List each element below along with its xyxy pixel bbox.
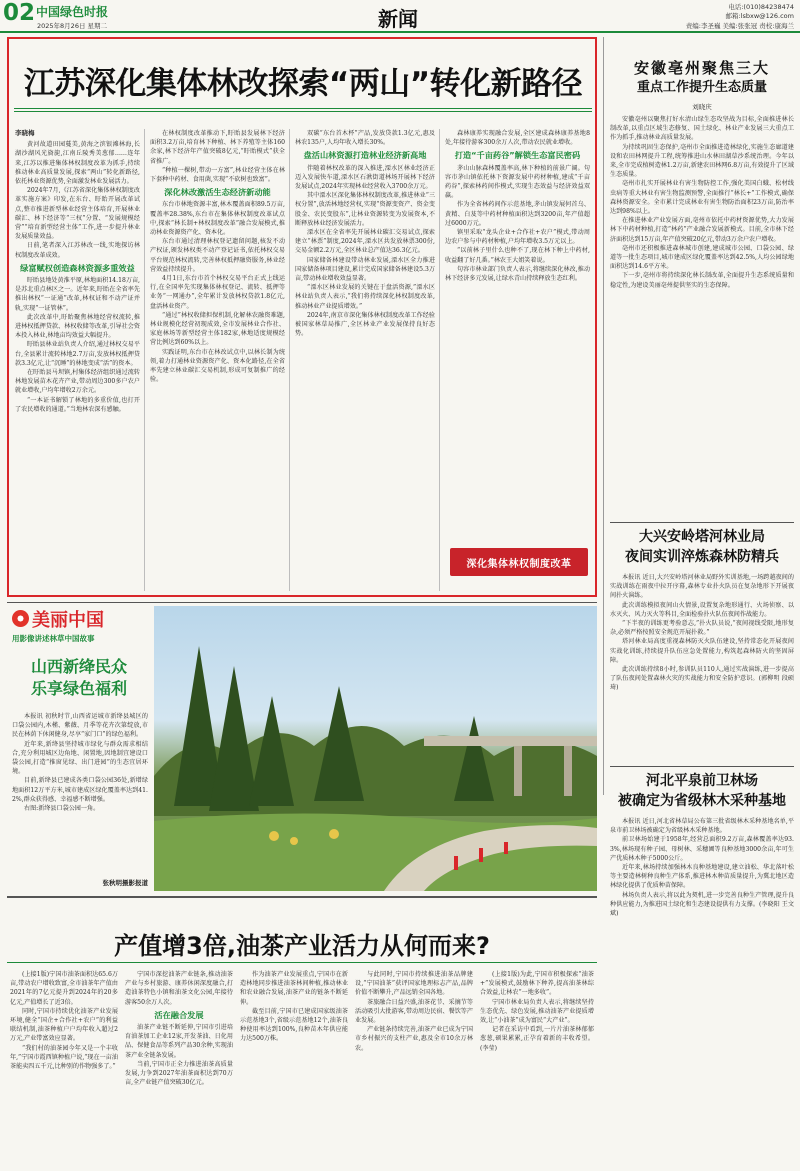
article-paragraph: “下半夜的训练更考验意志,”扑火队员说,“夜间视线受限,地形复杂,必须严格按照安全规范开展扑救。” bbox=[610, 620, 794, 637]
right-article-3 bbox=[610, 771, 794, 979]
lead-paragraph: “溧水区林业发展的关键在于盘活资源,”溧水区林业站负责人表示,“我们将持续深化林权制度改革,推动林业产业提质增效。” bbox=[295, 284, 435, 310]
bottom-column-3 bbox=[240, 970, 348, 1166]
lead-paragraph: “一本证书解锁了林地的多重价值,也打开了农民增收的通道。”当地林农深有感触。 bbox=[15, 396, 140, 413]
feature-title bbox=[10, 656, 148, 700]
right-separator bbox=[610, 766, 794, 767]
bottom-headline: 产值增3倍,油茶产业活力从何而来? bbox=[114, 932, 490, 960]
right-article-3-body bbox=[610, 817, 794, 979]
weekday: 星期二 bbox=[87, 22, 108, 30]
contact-phone: 电话:(010)84238474 bbox=[728, 3, 794, 11]
lead-column-3 bbox=[295, 129, 435, 591]
title-line: 大兴安岭塔河林业局 bbox=[639, 529, 765, 545]
bottom-paragraph: 油茶产业链不断延伸,宁国市引进培育油茶加工企业12家,开发茶油、日化用品、保健食品等系列产品30余种,实现油茶产业全链条发展。 bbox=[125, 1024, 233, 1059]
park-photo bbox=[154, 606, 597, 891]
right-article-1 bbox=[610, 58, 794, 553]
feature-paragraph: 本报讯 初秋时节,山西省运城市新绛县城区的口袋公园内,木槿、紫薇、月季等花卉次第绽放,市民在林荫下休闲健身,尽享“家门口”的绿色福利。 bbox=[12, 713, 148, 739]
lead-paragraph: 溧水区在全省率先开展林业碳汇交易试点,探索建立“林票”制度,2024年,溧水区共发放林票300份,交易金额2.2万元,全区林业总产值达36.3亿元。 bbox=[295, 229, 435, 255]
bottom-paragraph: 宁国市深挖油茶产业链条,推动油茶产业与乡村旅游、康养休闲深度融合,打造油茶特色小镇和油茶文化公园,年接待游客50余万人次。 bbox=[125, 971, 233, 1006]
lead-paragraph: 双碳“东台首木杯”产品,发放贷款1.3亿元,惠及林农135户,人均年收入增长30%。 bbox=[295, 130, 435, 147]
right-article-1-title bbox=[610, 58, 794, 98]
date: 2025年8月26日 bbox=[37, 22, 86, 30]
editors-line: 责编:李圣巍 美编:张张冠 责校:康海兰 bbox=[685, 22, 794, 30]
lead-paragraph: 此次改革中,盱眙聚焦林地经营权流转,推进林权抵押贷款、林权收储等改革,引导社会资本投入林业,林地亩均效益大幅提升。 bbox=[15, 313, 140, 340]
right-article-2 bbox=[610, 527, 794, 765]
article-paragraph: 下一步,亳州市将持续深化林长制改革,全面提升生态系统质量和稳定性,为建设美丽亳州提供坚实的生态保障。 bbox=[610, 272, 794, 289]
bottom-column-2 bbox=[125, 970, 233, 1166]
reform-stamp-banner bbox=[450, 548, 588, 576]
feature-body bbox=[12, 712, 148, 875]
bottom-paragraph: 同时,宁国市持续优化油茶产业发展环境,健全“国企+合作社+农户”的利益联结机制,油茶种植户户均年收入超过2万元,产业带富效应显著。 bbox=[10, 1007, 118, 1043]
lead-paragraph: “种植一棵树,带动一方富”,林业经营主体在林下套种中药材、食用菌,实现“不砍树也致富”。 bbox=[150, 166, 285, 184]
issue-date bbox=[37, 21, 107, 30]
lead-paragraph: 句容市林业部门负责人表示,将继续深化林改,推动林下经济多元发展,让绿水青山持续释放生态红利。 bbox=[445, 265, 590, 283]
lead-paragraph: 在林权制度改革推动下,盱眙县发展林下经济面积3.2万亩,培育林下种植、林下养殖等主体160余家,林下经济年产值突破8亿元,“盱眙模式”获全省推广。 bbox=[150, 130, 285, 165]
right-separator bbox=[610, 522, 794, 523]
title-line: 安徽亳州聚焦三大 bbox=[633, 59, 770, 77]
right-article-1-byline: 刘晓庆 bbox=[692, 103, 712, 111]
bottom-paragraph: 宁国市林业局负责人表示,将继续坚持生态优先、绿色发展,推动油茶产业提质增效,让“小油茶”成为富民“大产业”。 bbox=[480, 998, 594, 1025]
lead-headline: 江苏深化集体林改探索“两山”转化新路径 bbox=[23, 66, 583, 102]
lead-paragraph: 茅山山脉森林覆盖率高,林下种植的前景广阔。句容市茅山镇依托林下资源发展中药材种植,建成“千亩药谷”,探索林药间作模式,实现生态效益与经济效益双赢。 bbox=[445, 164, 590, 200]
bottom-paragraph: 截至目前,宁国市已建成国家级油茶示范基地3个,省级示范基地12个,油茶良种使用率达到100%,良种苗木年供应能力达500万株。 bbox=[240, 1007, 348, 1043]
lead-paragraph: 盱眙县林业站负责人介绍,通过林权交易平台,全县累计流转林地2.7万亩,发放林权抵押贷款3.3亿元,让“沉睡”的林地变成“活”的资本。 bbox=[15, 341, 140, 367]
right-column-divider bbox=[603, 37, 604, 795]
title-line: 重点工作提升生态质量 bbox=[636, 80, 767, 95]
article-paragraph: 林场负责人表示,将以此为契机,进一步完善良种生产管理,提升良种供应能力,为推进国土绿化和生态建设提供有力支撑。(李晓阳 王文斌) bbox=[610, 891, 794, 918]
article-paragraph: 亳州市还积极推进森林城市创建,建成城市公园、口袋公园、绿道等一批生态项目,城市建成区绿化覆盖率达到42.5%,人均公园绿地面积达到14.6平方米。 bbox=[610, 244, 794, 271]
beautiful-china-badge bbox=[10, 606, 150, 651]
article-paragraph: 在推进林业产业发展方面,亳州市依托中药材资源优势,大力发展林下中药材种植,打造“林药”产业融合发展新模式。目前,全市林下经济面积达到15万亩,年产值突破20亿元,带动3万余户农户增收。 bbox=[610, 217, 794, 243]
bottom-paragraph: 当前,宁国市正全力推进油茶高质量发展,力争到2027年油茶面积达到70万亩,全产业链产值突破30亿元。 bbox=[125, 1060, 233, 1087]
lead-paragraph: 镇里采取“龙头企业+合作社+农户”模式,带动周边农户参与中药材种植,户均年增收3.5万元以上。 bbox=[445, 229, 590, 246]
article-paragraph: 本报讯 近日,大兴安岭塔河林业局野外实训基地,一场跨越夜间的实战训练在雨夜中拉开序幕,森林专业扑火队员在复杂地形下开展夜间扑火演练。 bbox=[610, 574, 794, 600]
lead-paragraph: “以前林子里什么也种不了,现在林下种上中药材,收益翻了好几番。”林农王大姐笑着说。 bbox=[445, 247, 590, 264]
lead-paragraph: 黄河故道田园蔓美,黄海之滨银滩林海,长湖沙湖风光旖旎,江南丘陵秀美葱郁……连年来,江苏以推进集体林权制度改革为抓手,持续推动林业高质量发展,探索“两山”转化新路径,依托林业资源优势,全面激发林业发展活力。 bbox=[15, 141, 140, 186]
masthead bbox=[0, 0, 800, 32]
feature-paragraph: 右图:新绛县口袋公园一角。 bbox=[24, 805, 100, 813]
bottom-headline-rule bbox=[7, 962, 597, 963]
lead-paragraph: 4月1日,东台市首个林权交易平台正式上线运行,在全国率先实现集体林权登记、流转、抵押等业务“一网通办”,全年累计发放林权贷款1.8亿元,盘活林业资产。 bbox=[150, 275, 285, 310]
bottom-separator bbox=[7, 896, 597, 898]
lead-column-2 bbox=[150, 129, 285, 591]
lead-subhead-3: 盘活山林资源打造林业经济新高地 bbox=[303, 150, 427, 161]
right-article-1-body bbox=[610, 115, 794, 553]
lead-subhead-2: 深化林改激活生态经济新动能 bbox=[164, 187, 271, 198]
park-scene bbox=[154, 606, 597, 891]
flower-icon bbox=[12, 610, 29, 627]
feature-paragraph: 目前,新绛县已建成各类口袋公园36处,新增绿地面积12万平方米,城市建成区绿化覆盖率达到41.2%,群众获得感、幸福感不断增强。 bbox=[12, 777, 148, 803]
bottom-paragraph: 产业链条持续完善,油茶产业已成为宁国市乡村振兴的支柱产业,惠及全市10余万林农。 bbox=[355, 1026, 473, 1052]
article-paragraph: 塔河林业局高度重视森林防灭火队伍建设,坚持常态化开展夜间实战化训练,持续提升队伍应急处置能力,构筑起森林防火的坚固屏障。 bbox=[610, 638, 794, 664]
lead-subhead-4: 打造“千亩药谷”解锁生态富民密码 bbox=[454, 150, 581, 161]
bottom-subhead: 活在融合发展 bbox=[154, 1009, 204, 1020]
lead-paragraph: 作为全省林药间作示范基地,茅山镇发展何首乌、黄精、白芨等中药材种植面积达到3200亩,年产值超过6000万元。 bbox=[445, 201, 590, 227]
title-line: 夜间实训淬炼森林防精兵 bbox=[625, 549, 779, 565]
lead-paragraph: 伴随着林权改革的深入推进,溧水区林业经济正迈入发展快车道,溧水区石湫街道林场开展林下经济发展试点,2024年实现林业经营收入3700余万元。 bbox=[295, 164, 435, 191]
lead-paragraph: 实践证明,东台市在林改试点中,以林长制为统领,着力打通林业资源资产化、资本化路径,在全省率先建立林业碳汇交易机制,形成可复制推广的经验。 bbox=[150, 348, 285, 384]
lead-paragraph: 国家储备林建设带动林业发展,溧水区全力推进国家储备林项目建设,累计完成国家储备林建设5.3万亩,带动林业增收效益显著。 bbox=[295, 256, 435, 283]
page-number: 02 bbox=[3, 0, 36, 26]
right-article-3-title bbox=[610, 771, 794, 811]
column-divider bbox=[289, 129, 290, 591]
badge-subtitle: 用影像讲述林草中国故事 bbox=[12, 634, 95, 643]
lead-rule bbox=[14, 108, 592, 109]
lead-paragraph: 在盱眙县马坝镇,村集体经济组织通过流转林地发展苗木花卉产业,带动周边300多户农户就业增收,户均年增收2万余元。 bbox=[15, 369, 140, 395]
title-line: 乐享绿色福利 bbox=[30, 679, 127, 698]
lead-paragraph: 2024年7月,《江苏省深化集体林权制度改革实施方案》印发,在东台、盱眙开展改革试点,整市推进新型林业经营主体培育,开展林业碳汇、林下经济等“三权”分置、“发展规模经营”“培育新型经营主体”工作,进一步提升林业发展质量效益。 bbox=[15, 187, 140, 241]
article-paragraph: 为持续巩固生态保护,亳州市全面推进造林绿化,实施生态廊道建设和农田林网提升工程,统筹推进山水林田湖草沙系统治理。今年以来,全市完成植树造林1.2万亩,新建农田林网6.8万亩,有效提升了区域生态质量。 bbox=[610, 143, 794, 179]
paper-name: 中国绿色时报 bbox=[36, 5, 109, 19]
bottom-paragraph: (上接1版)为此,宁国市积极探索“油茶+”发展模式,鼓励林下种养,提高油茶林综合效益,让林农“一地多收”。 bbox=[480, 971, 594, 997]
lead-paragraph: 其中溧水区深化集体林权制度改革,推进林业“三权分置”,放活林地经营权,实现“资源变资产、资金变股金、农民变股东”,让林业资源转变为发展资本,不断释放林业经济发展活力。 bbox=[295, 192, 435, 227]
article-paragraph: 本报讯 近日,河北省林草局公布第三批省级林木采种基地名单,平泉市前卫林场被确定为省级林木采种基地。 bbox=[610, 818, 794, 835]
article-paragraph: 近年来,林场持续加强林木良种基地建设,建立油松、华北落叶松等主要造林树种良种生产体系,推进林木种苗质量提升,为冀北地区造林绿化提供了优质种苗保障。 bbox=[610, 864, 794, 890]
bottom-paragraph: 记者在采访中看到,一片片油茶林郁郁葱葱,硕果累累,正孕育着新的丰收希望。(李莹) bbox=[480, 1026, 594, 1052]
lead-rule-2 bbox=[14, 111, 592, 112]
lead-paragraph: “通过”林权收储担保机制,化解林农融资难题,林业规模化经营初现成效,全市发展林业合作社、家庭林场等新型经营主体182家,林地适度规模经营比例达到60%以上。 bbox=[150, 311, 285, 347]
lead-paragraph: 森林康养实现融合发展,全区建成森林康养基地8处,年接待游客300余万人次,带动农民就业增收。 bbox=[445, 130, 590, 147]
title-line: 河北平泉前卫林场 bbox=[646, 773, 758, 789]
feature-separator bbox=[7, 602, 597, 603]
lead-paragraph: 东台市通过清理林权登记遗留问题,核发不动产权证,颁发林权类不动产登记证书,依托林权交易平台规范林权流转,完善林权抵押融资服务,林业经营效益持续提升。 bbox=[150, 238, 285, 273]
right-article-2-body bbox=[610, 573, 794, 765]
photo-credit: 张秋明摄影报道 bbox=[102, 879, 148, 887]
bottom-column-5 bbox=[480, 970, 594, 1166]
bottom-column-4 bbox=[355, 970, 473, 1166]
article-paragraph: 亳州市扎实开展林业有害生物防控工作,强化美国白蛾、松材线虫病等重大林业有害生物监测预警,全面推行“林长+”工作模式,确保森林资源安全。全市累计完成林业有害生物防治面积23万亩,防治率达到98%以上。 bbox=[610, 180, 794, 216]
title-line: 被确定为省级林木采种基地 bbox=[618, 793, 786, 809]
bottom-paragraph: “我们村的油茶园今年又是一个丰收年,”宁国市霞西镇种植户说,“现在一亩油茶能卖四五千元,比种别的作物强多了。” bbox=[10, 1044, 118, 1071]
lead-paragraph: 日前,笔者深入江苏林改一线,实地探访林权制度改革成效。 bbox=[15, 242, 140, 259]
title-line: 山西新绛民众 bbox=[30, 657, 127, 676]
right-article-2-title bbox=[610, 527, 794, 567]
badge-title: 美丽中国 bbox=[32, 610, 104, 631]
lead-paragraph: 盱眙县地处黄淮平原,林地面积14.18万亩,是苏北重点林区之一。近年来,盱眙在全省率先推出林权“一证通”改革,林权证和不动产证并轨,实现“一证管林”。 bbox=[15, 277, 140, 312]
section-title: 新闻 bbox=[378, 7, 418, 31]
contact-email: 邮箱:lsbxw@126.com bbox=[725, 12, 794, 20]
header-rule bbox=[0, 31, 800, 33]
article-paragraph: 此次训练模拟夜间山火情景,设置复杂地形通行、火场侦察、以水灭火、风力灭火等科目,全面检验扑火队伍夜间作战能力。 bbox=[610, 601, 794, 618]
column-divider bbox=[144, 129, 145, 591]
lead-byline: 李晓梅 bbox=[15, 129, 35, 137]
lead-subhead-1: 绿富赋权创造森林资源多重效益 bbox=[20, 262, 135, 273]
lead-paragraph: 东台市林地资源丰富,林木覆盖面积89.5万亩,覆盖率28.38%,东台市在集体林权制度改革试点中,探索“林长制+林权制度改革”融合发展模式,推动林业资源资产化、资本化。 bbox=[150, 201, 285, 237]
article-paragraph: 此次训练持续8小时,参训队员110人,通过实战演练,进一步提高了队伍夜间处置森林火灾的实战能力和安全防护意识。(郭柳明 段硕琦) bbox=[610, 666, 794, 692]
column-divider bbox=[439, 129, 440, 591]
article-paragraph: 安徽亳州以聚焦打好水清山绿生态攻坚战为目标,全面推进林长制改革,以重点区域生态修复、国土绿化、林业产业发展三大重点工作为抓手,推动林业高质量发展。 bbox=[610, 116, 794, 142]
lead-paragraph: 2024年,南京市深化集体林权制度改革工作经验被国家林草局推广,全区林业产业发展保持良好态势。 bbox=[295, 311, 435, 338]
article-paragraph: 前卫林场始建于1958年,经营总面积9.2万亩,森林覆盖率达93.3%,林场现有种子园、母树林、采穗圃等良种基地3000余亩,年可生产优质林木种子5000公斤。 bbox=[610, 836, 794, 862]
feature-paragraph: 近年来,新绛县坚持城市绿化与群众需求相结合,充分利用城区边角地、闲置地,因地制宜建设口袋公园,打造“推窗见绿、出门进园”的生态宜居环境。 bbox=[12, 740, 148, 776]
bottom-paragraph: 与此同时,宁国市持续推进油茶品牌建设,“宁国油茶”获评国家地理标志产品,品牌价值不断攀升,产品远销全国各地。 bbox=[355, 971, 473, 997]
bottom-paragraph: 作为油茶产业发展重点,宁国市在新造林地同步推进油茶林间种植,推动林业和农业融合发展,油茶产业的链条不断延伸。 bbox=[240, 971, 348, 1006]
lead-column-1 bbox=[15, 129, 140, 591]
bottom-paragraph: (上接1版)宁国市油茶面积达65.6万亩,带动农户增收致富,全市油茶年产值由2021年的7亿元提升到2024年的20多亿元,产值增长了近3倍。 bbox=[10, 971, 118, 1006]
lead-column-4 bbox=[445, 129, 590, 539]
bottom-paragraph: 茶旅融合日益兴盛,油茶花节、采摘节等活动吸引大批游客,带动周边民宿、餐饮等产业发展。 bbox=[355, 998, 473, 1025]
stamp-text: 深化集体林权制度改革 bbox=[466, 558, 572, 570]
bottom-column-1 bbox=[10, 970, 118, 1166]
